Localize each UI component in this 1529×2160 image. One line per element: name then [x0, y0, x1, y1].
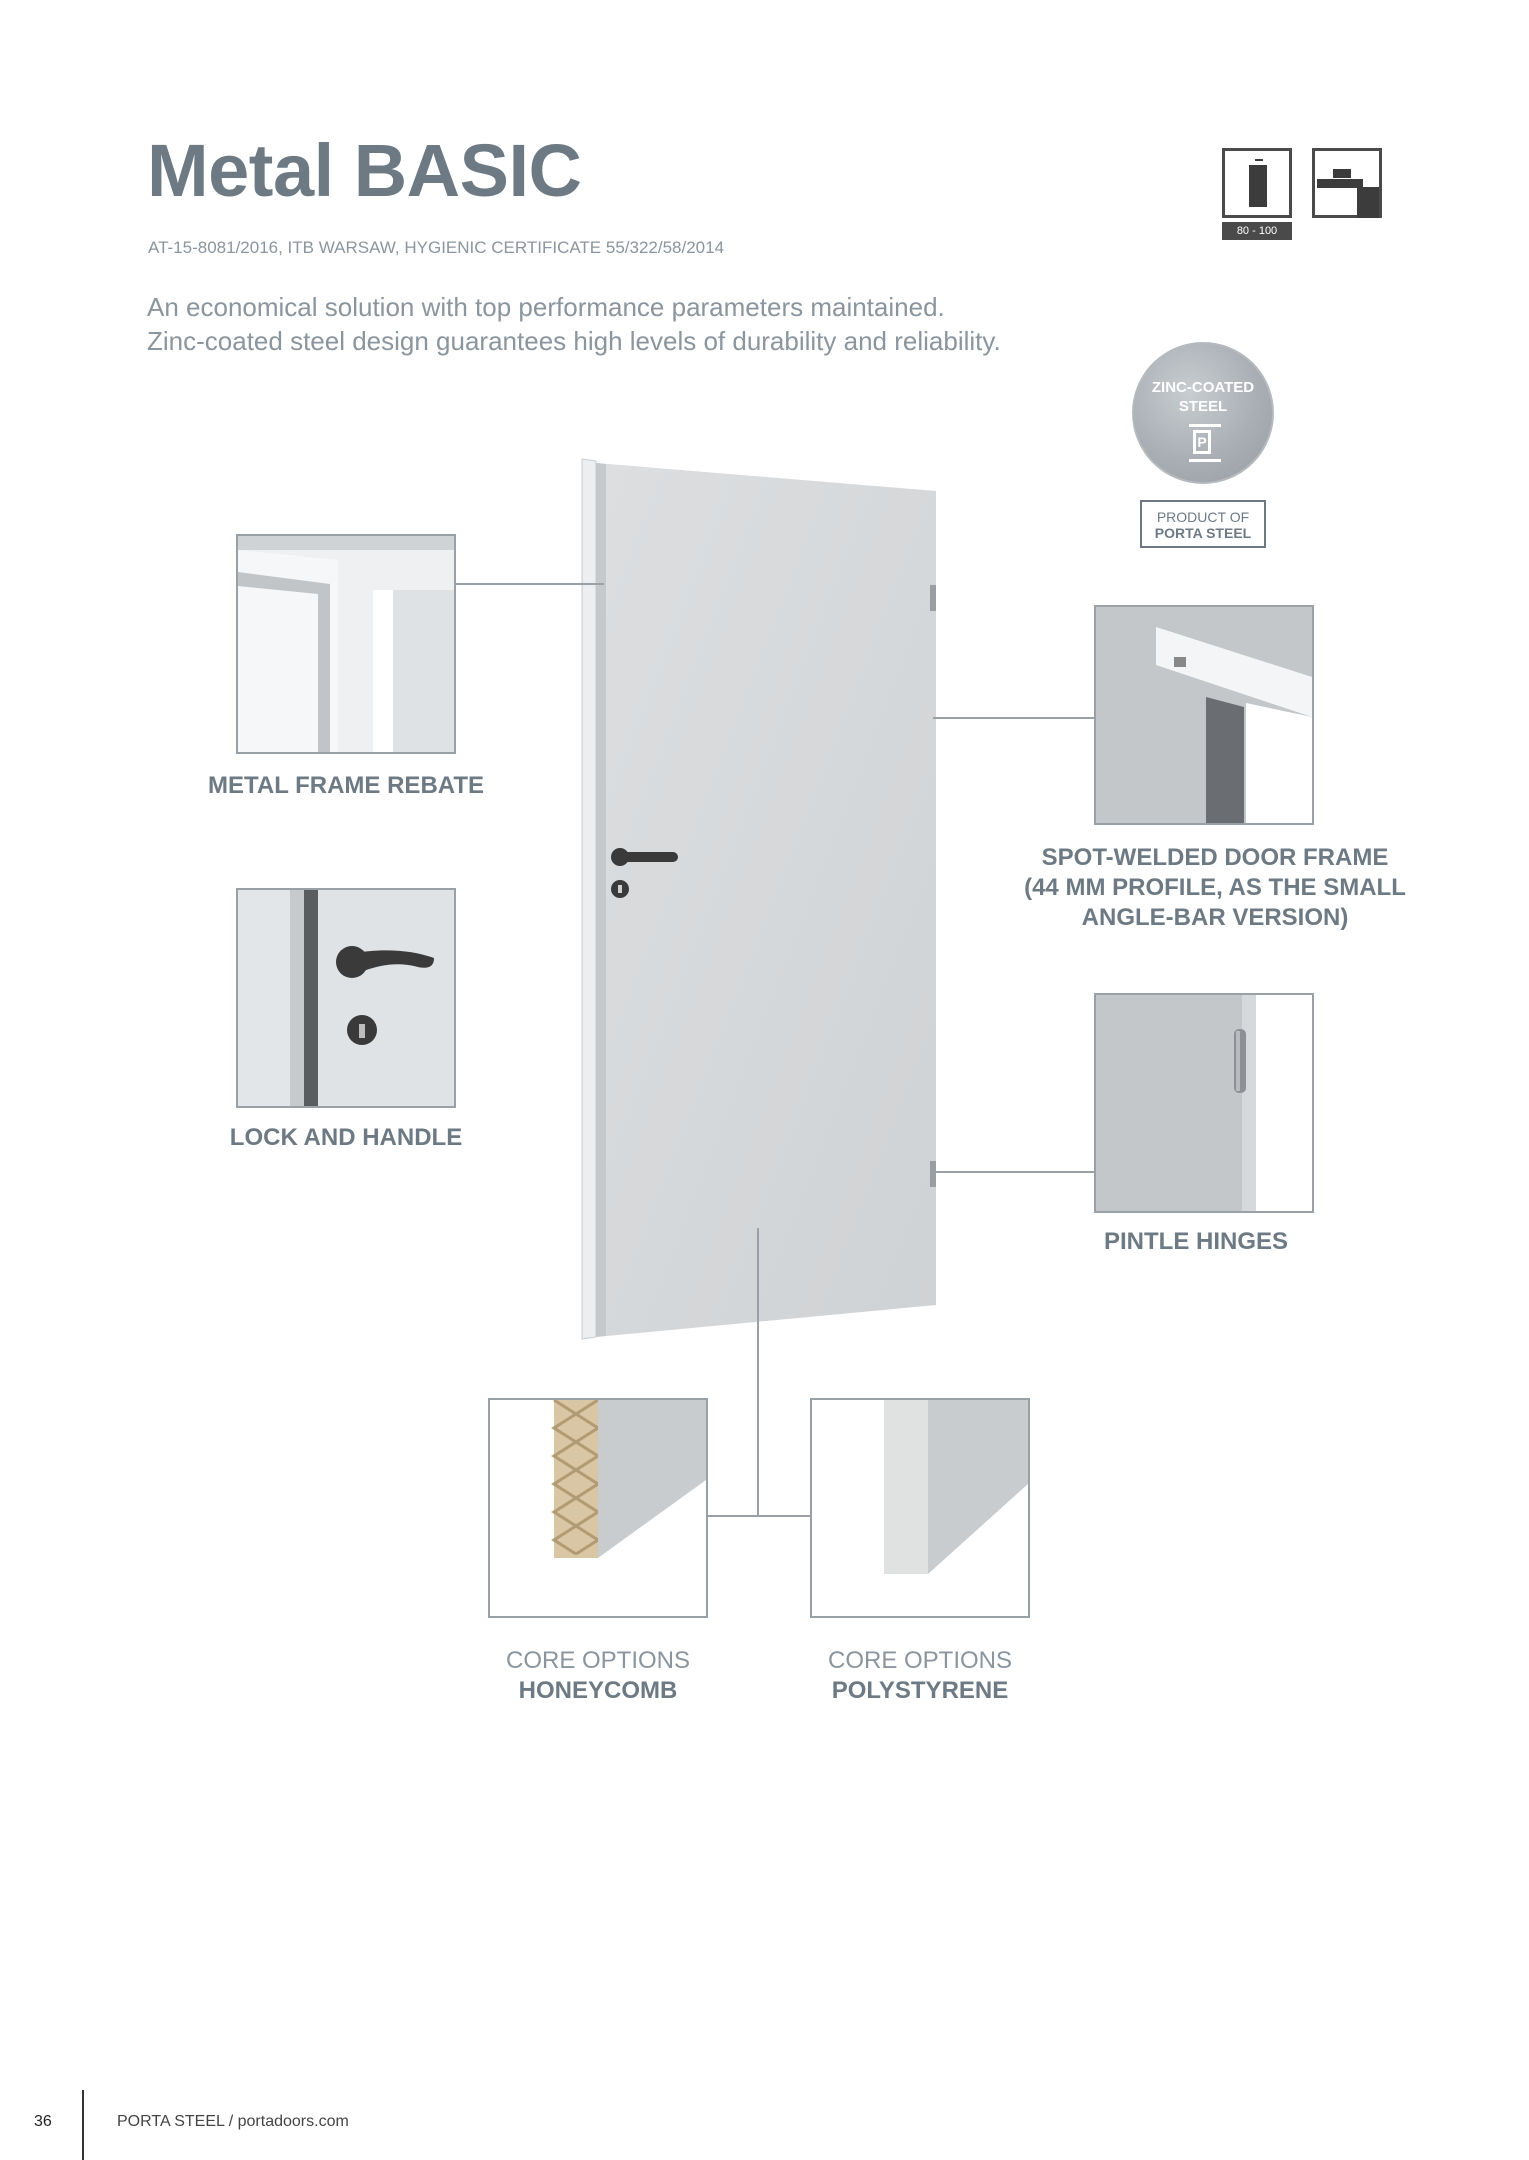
honeycomb-name: HONEYCOMB	[518, 1677, 678, 1704]
page-title: Metal BASIC	[147, 129, 582, 212]
metal-frame-rebate-label: METAL FRAME REBATE	[208, 772, 484, 799]
spot-welded-door-frame-photo	[1094, 605, 1314, 825]
spot-welded-door-frame-label	[1010, 843, 1420, 933]
polystyrene-core-photo	[810, 1398, 1030, 1618]
product-description	[147, 290, 1001, 358]
zinc-coated-steel-badge	[1132, 342, 1274, 484]
porta-logo-icon: P	[1189, 424, 1221, 462]
description-line-2: Zinc-coated steel design guarantees high levels of durability and reliability.	[147, 326, 1001, 356]
frame-label-line-1: SPOT-WELDED DOOR FRAME	[1041, 844, 1389, 871]
polystyrene-name: POLYSTYRENE	[831, 1677, 1009, 1704]
footer-divider	[82, 2090, 84, 2160]
frame-profile-icon	[1312, 148, 1382, 218]
lock-and-handle-photo	[236, 888, 456, 1108]
product-of-line-1: PRODUCT OF	[1156, 509, 1250, 525]
pintle-hinges-photo	[1094, 993, 1314, 1213]
door-illustration	[576, 455, 936, 1345]
honeycomb-core-label	[478, 1646, 718, 1706]
polystyrene-core-label	[800, 1646, 1040, 1706]
page-number: 36	[34, 2113, 52, 2130]
honeycomb-core-photo	[488, 1398, 708, 1618]
product-of-line-2: PORTA STEEL	[1154, 525, 1252, 541]
certificate-line: AT-15-8081/2016, ITB WARSAW, HYGIENIC CERTIFICATE 55/322/58/2014	[148, 238, 725, 257]
zinc-badge-line-1: ZINC-COATED	[1151, 379, 1255, 396]
footer-brand-url: PORTA STEEL / portadoors.com	[117, 2113, 349, 2130]
door-size-range: 80 - 100	[1222, 222, 1292, 240]
pintle-hinges-label: PINTLE HINGES	[1103, 1228, 1289, 1255]
product-of-badge	[1140, 500, 1266, 548]
frame-label-line-3: ANGLE-BAR VERSION)	[1081, 904, 1349, 931]
zinc-badge-line-2: STEEL	[1178, 398, 1228, 415]
frame-label-line-2: (44 MM PROFILE, AS THE SMALL	[1024, 874, 1406, 901]
lock-and-handle-label: LOCK AND HANDLE	[229, 1124, 463, 1151]
description-line-1: An economical solution with top performance parameters maintained.	[147, 292, 945, 322]
door-size-icon	[1222, 148, 1292, 218]
honeycomb-prefix: CORE OPTIONS	[505, 1647, 691, 1674]
metal-frame-rebate-photo	[236, 534, 456, 754]
polystyrene-prefix: CORE OPTIONS	[827, 1647, 1013, 1674]
